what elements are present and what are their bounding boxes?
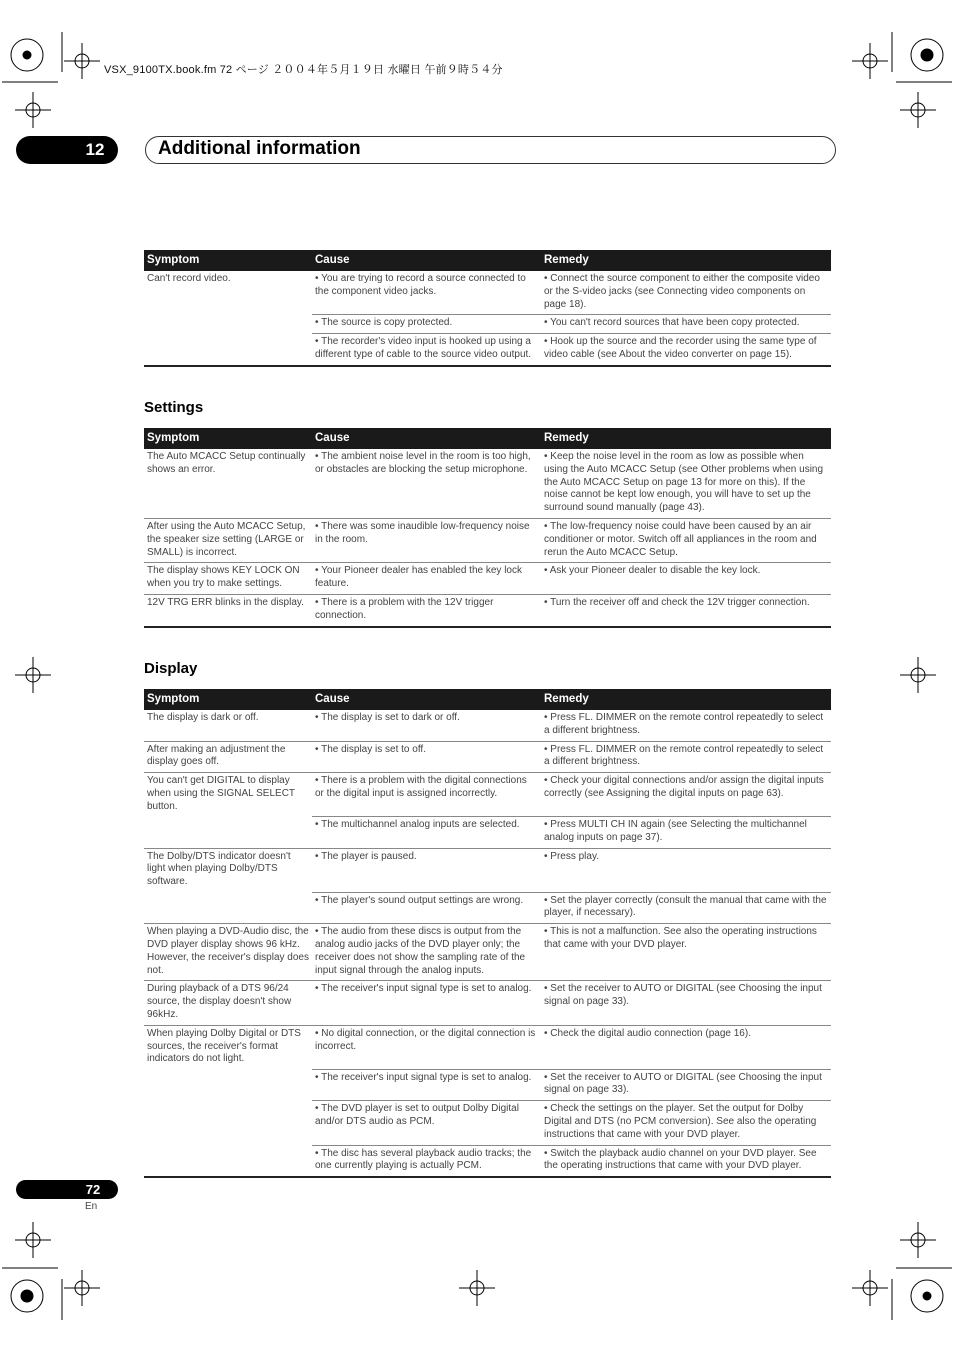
column-header-symptom: Symptom xyxy=(144,689,312,710)
remedy-cell: • Turn the receiver off and check the 12V trigger connection. xyxy=(541,594,831,626)
symptom-cell: 12V TRG ERR blinks in the display. xyxy=(144,594,312,626)
symptom-cell: The Dolby/DTS indicator doesn't light when playing Dolby/DTS software. xyxy=(144,848,312,892)
table-row xyxy=(144,449,831,518)
table-row xyxy=(144,1025,831,1069)
cause-cell: • The disc has several playback audio tracks; the one currently playing is actually PCM. xyxy=(312,1145,541,1177)
table-row xyxy=(144,741,831,773)
remedy-cell: • You can't record sources that have been copy protected. xyxy=(541,315,831,334)
cause-cell: • You are trying to record a source connected to the component video jacks. xyxy=(315,273,526,297)
remedy-cell: • Ask your Pioneer dealer to disable the key lock. xyxy=(541,563,831,595)
display-heading: Display xyxy=(144,660,198,677)
column-header-symptom: Symptom xyxy=(144,428,312,449)
cause-cell: • The recorder's video input is hooked up using a different type of cable to the source video output. xyxy=(312,334,541,366)
table-row xyxy=(144,563,831,595)
cause-cell: • The player is paused. xyxy=(312,848,541,892)
symptom-cell: When playing Dolby Digital or DTS sources, the receiver's format indicators do not light. xyxy=(144,1025,312,1069)
table-row xyxy=(144,1145,831,1177)
table-row xyxy=(144,594,831,626)
cause-cell: • The audio from these discs is output from the analog audio jacks of the DVD player only; the receiver does not show the sampling rate of the input signal through the analog inputs. xyxy=(312,924,541,981)
symptom-cell xyxy=(144,315,312,334)
file-header: VSX_9100TX.book.fm 72 ページ ２００４年５月１９日 水曜日 午前９時５４分 xyxy=(104,64,503,76)
table-row xyxy=(144,334,831,366)
page-number: 72 xyxy=(85,1182,101,1197)
table-row xyxy=(144,315,831,334)
cause-cell: • The player's sound output settings are wrong. xyxy=(312,892,541,924)
table-row xyxy=(144,924,831,981)
cause-cell: • The receiver's input signal type is set to analog. xyxy=(312,1069,541,1101)
symptom-cell xyxy=(144,1101,312,1145)
table-row xyxy=(144,1101,831,1145)
table-row xyxy=(144,518,831,562)
remedy-cell: • Set the receiver to AUTO or DIGITAL (see Choosing the input signal on page 33). xyxy=(541,1069,831,1101)
remedy-cell: • The low-frequency noise could have been caused by an air conditioner or motor. Switch off all appliances in the room and rerun the Auto MCACC Setup. xyxy=(541,518,831,562)
chapter-title: Additional information xyxy=(158,138,361,159)
symptom-cell: Can't record video. xyxy=(147,273,231,284)
cause-cell: • The ambient noise level in the room is too high, or obstacles are blocking the setup microphone. xyxy=(315,451,531,475)
symptom-cell: You can't get DIGITAL to display when using the SIGNAL SELECT button. xyxy=(144,773,312,817)
column-header-cause: Cause xyxy=(312,689,541,710)
page-language: En xyxy=(85,1201,98,1212)
symptom-cell: After using the Auto MCACC Setup, the speaker size setting (LARGE or SMALL) is incorrect. xyxy=(144,518,312,562)
remedy-cell: • Connect the source component to either the composite video or the S-video jacks (see Connecting video components on page 18). xyxy=(544,273,820,310)
column-header-symptom: Symptom xyxy=(144,250,312,271)
remedy-cell: • Press FL. DIMMER on the remote control repeatedly to select a different brightness. xyxy=(544,712,824,736)
remedy-cell: • Set the receiver to AUTO or DIGITAL (see Choosing the input signal on page 33). xyxy=(541,981,831,1025)
chapter-number: 12 xyxy=(85,140,105,159)
cause-cell: • The source is copy protected. xyxy=(312,315,541,334)
cause-cell: • The DVD player is set to output Dolby Digital and/or DTS audio as PCM. xyxy=(312,1101,541,1145)
symptom-cell xyxy=(144,817,312,849)
cause-cell: • No digital connection, or the digital connection is incorrect. xyxy=(312,1025,541,1069)
symptom-cell xyxy=(144,1145,312,1177)
remedy-cell: • Press play. xyxy=(541,848,831,892)
symptom-cell xyxy=(144,334,312,366)
table-row xyxy=(144,1069,831,1101)
cause-cell: • There is a problem with the digital connections or the digital input is assigned incorrectly. xyxy=(312,773,541,817)
table-row xyxy=(144,271,831,315)
symptom-cell: During playback of a DTS 96/24 source, the display doesn't show 96kHz. xyxy=(144,981,312,1025)
remedy-cell: • Press FL. DIMMER on the remote control repeatedly to select a different brightness. xyxy=(541,741,831,773)
symptom-cell xyxy=(144,892,312,924)
table-row xyxy=(144,817,831,849)
symptom-cell: The display shows KEY LOCK ON when you try to make settings. xyxy=(144,563,312,595)
table-row xyxy=(144,848,831,892)
remedy-cell: • Set the player correctly (consult the manual that came with the player, if necessary). xyxy=(541,892,831,924)
symptom-cell: The display is dark or off. xyxy=(147,712,259,723)
cause-cell: • The receiver's input signal type is set to analog. xyxy=(312,981,541,1025)
settings-heading: Settings xyxy=(144,399,204,416)
cause-cell: • There is a problem with the 12V trigger connection. xyxy=(312,594,541,626)
symptom-cell: After making an adjustment the display goes off. xyxy=(144,741,312,773)
symptom-cell xyxy=(144,1069,312,1101)
symptom-cell: When playing a DVD-Audio disc, the DVD player display shows 96 kHz. However, the receiver's display does not. xyxy=(144,924,312,981)
column-header-remedy: Remedy xyxy=(541,689,831,710)
table-row xyxy=(144,981,831,1025)
remedy-cell: • Hook up the source and the recorder using the same type of video cable (see About the video converter on page 15). xyxy=(541,334,831,366)
remedy-cell: • Press MULTI CH IN again (see Selecting the multichannel analog inputs on page 37). xyxy=(541,817,831,849)
remedy-cell: • Keep the noise level in the room as low as possible when using the Auto MCACC Setup (see Other problems when using the Auto MCACC Setup on page 13 for more on this). If the noise cannot be kept low enough, you will have to set up the surround sound manually (page 43). xyxy=(544,451,824,514)
display-troubleshooting-table xyxy=(144,689,831,1178)
table-row xyxy=(144,773,831,817)
cause-cell: • Your Pioneer dealer has enabled the key lock feature. xyxy=(312,563,541,595)
table-row xyxy=(144,710,831,741)
cause-cell: • The display is set to dark or off. xyxy=(315,712,460,723)
cause-cell: • The display is set to off. xyxy=(312,741,541,773)
column-header-remedy: Remedy xyxy=(541,428,831,449)
remedy-cell: • Check the digital audio connection (page 16). xyxy=(541,1025,831,1069)
video-troubleshooting-table xyxy=(144,250,831,367)
remedy-cell: • Check your digital connections and/or assign the digital inputs correctly (see Assigning the digital inputs on page 63). xyxy=(541,773,831,817)
cause-cell: • There was some inaudible low-frequency noise in the room. xyxy=(312,518,541,562)
column-header-remedy: Remedy xyxy=(541,250,831,271)
remedy-cell: • This is not a malfunction. See also the operating instructions that came with your DVD player. xyxy=(541,924,831,981)
cause-cell: • The multichannel analog inputs are selected. xyxy=(312,817,541,849)
settings-troubleshooting-table xyxy=(144,428,831,628)
table-row xyxy=(144,892,831,924)
remedy-cell: • Switch the playback audio channel on your DVD player. See the operating instructions that came with your DVD player. xyxy=(541,1145,831,1177)
column-header-cause: Cause xyxy=(312,250,541,271)
remedy-cell: • Check the settings on the player. Set the output for Dolby Digital and DTS (no PCM conversion). See also the operating instructions that came with your DVD player. xyxy=(541,1101,831,1145)
column-header-cause: Cause xyxy=(312,428,541,449)
symptom-cell: The Auto MCACC Setup continually shows an error. xyxy=(147,451,306,475)
